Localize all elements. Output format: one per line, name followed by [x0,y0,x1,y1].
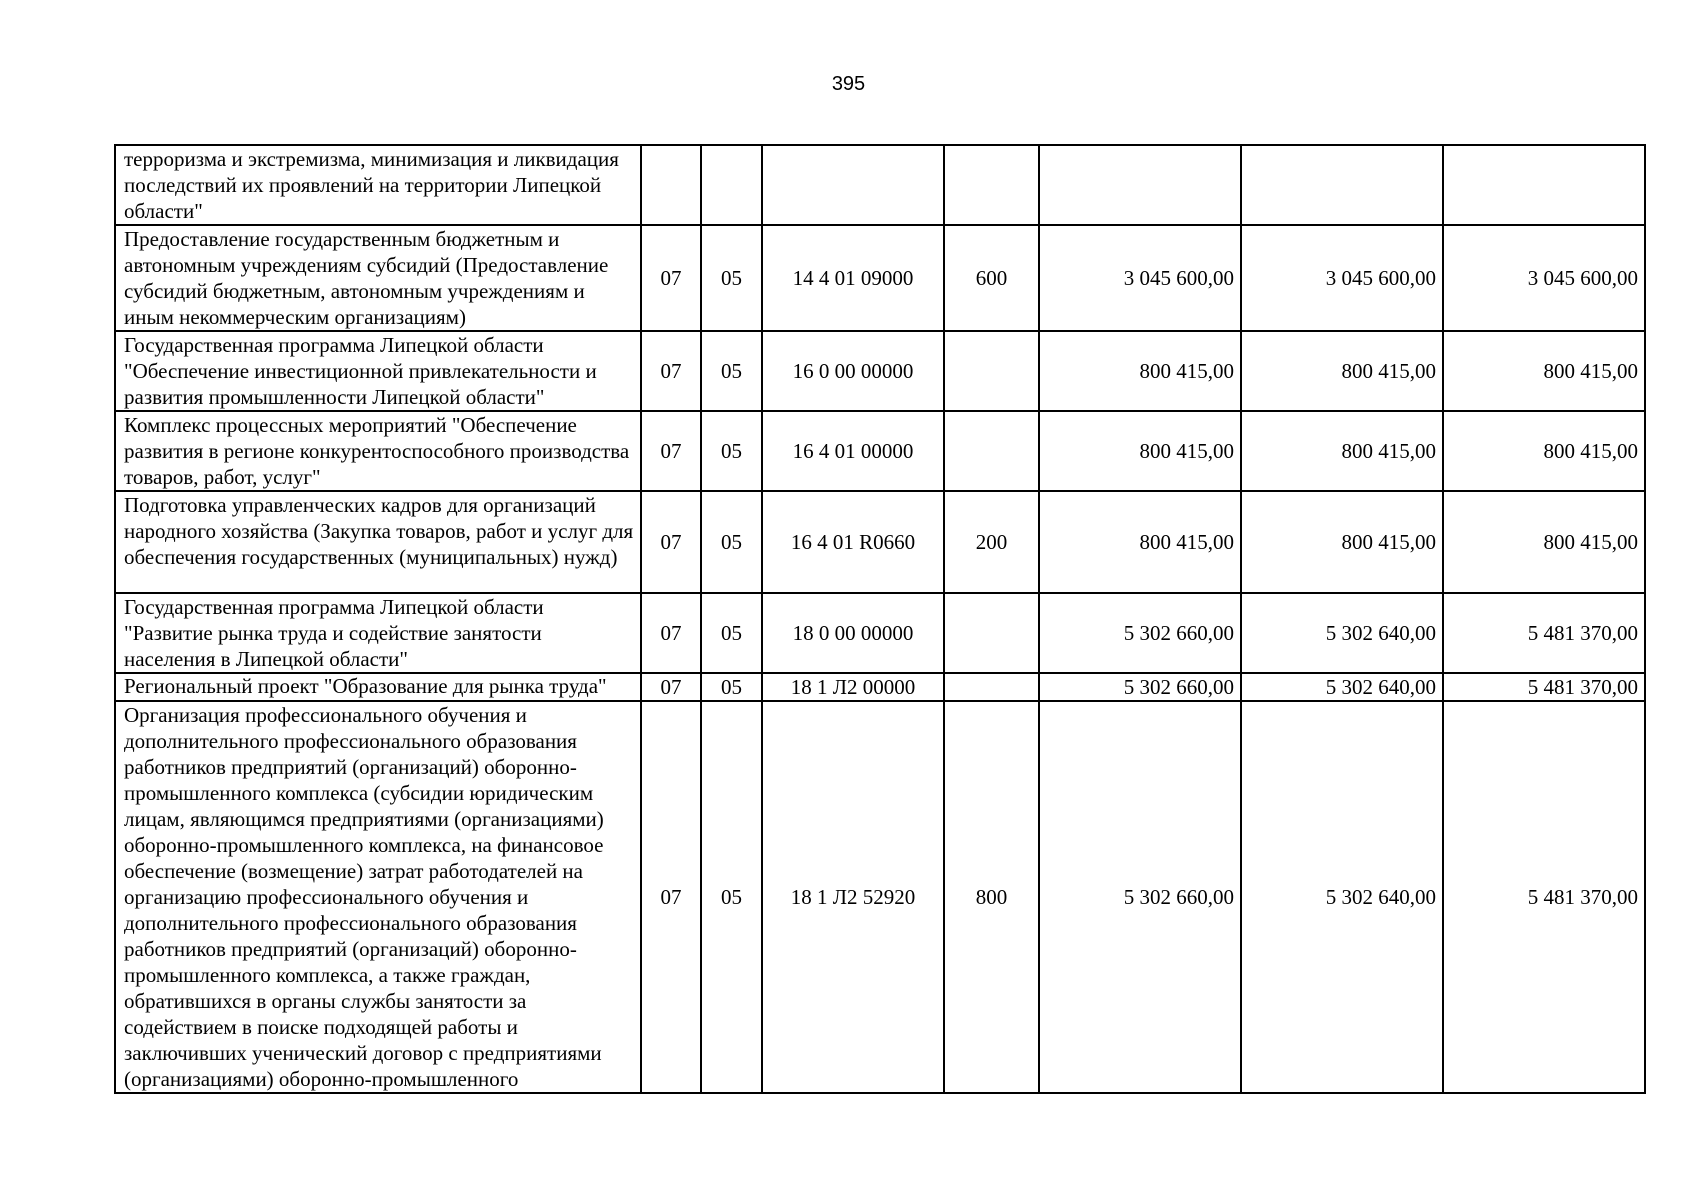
expense-type-cell [944,331,1039,411]
table-row [115,145,1645,225]
amount-year-1-cell [1039,145,1241,225]
section-cell: 07 [641,411,701,491]
target-article-cell: 16 4 01 R0660 [762,491,944,593]
section-cell [641,145,701,225]
row-name-cell: Организация профессионального обучения и дополнительного профессионального образования работников предприятий (организаций) оборонно-промышленного комплекса (субсидии юридическим лицам, являющимся предприятиями (организациями) оборонно-промышленного комплекса, на финансовое обеспечение (возмещение) затрат работодателей на организацию профессионального обучения и дополнительного профессионального образования работников предприятий (организаций) оборонно-промышленного комплекса, а также граждан, обратившихся в органы службы занятости за содействием в поиске подходящей работы и заключивших ученический договор с предприятиями (организациями) оборонно-промышленного [115,701,641,1093]
amount-year-1-cell: 5 302 660,00 [1039,701,1241,1093]
subsection-cell: 05 [701,593,762,673]
table-row [115,225,1645,331]
amount-year-1-cell: 800 415,00 [1039,331,1241,411]
target-article-cell: 18 1 Л2 52920 [762,701,944,1093]
section-cell: 07 [641,673,701,701]
subsection-cell: 05 [701,331,762,411]
amount-year-3-cell: 800 415,00 [1443,491,1645,593]
amount-year-2-cell: 5 302 640,00 [1241,673,1443,701]
row-name-cell: Подготовка управленческих кадров для организаций народного хозяйства (Закупка товаров, работ и услуг для обеспечения государственных (муниципальных) нужд) [115,491,641,593]
table-row [115,411,1645,491]
row-name-cell: Региональный проект "Образование для рынка труда" [115,673,641,701]
amount-year-2-cell: 5 302 640,00 [1241,701,1443,1093]
amount-year-2-cell: 800 415,00 [1241,411,1443,491]
table-row [115,701,1645,1093]
table-row [115,331,1645,411]
section-cell: 07 [641,701,701,1093]
target-article-cell: 14 4 01 09000 [762,225,944,331]
amount-year-1-cell: 3 045 600,00 [1039,225,1241,331]
budget-table [114,144,1646,1094]
table-row [115,491,1645,593]
amount-year-2-cell: 5 302 640,00 [1241,593,1443,673]
section-cell: 07 [641,331,701,411]
amount-year-3-cell: 5 481 370,00 [1443,701,1645,1093]
subsection-cell [701,145,762,225]
target-article-cell: 16 0 00 00000 [762,331,944,411]
row-name-cell: Государственная программа Липецкой области "Обеспечение инвестиционной привлекательности и развития промышленности Липецкой области" [115,331,641,411]
amount-year-2-cell: 800 415,00 [1241,331,1443,411]
expense-type-cell: 800 [944,701,1039,1093]
amount-year-1-cell: 800 415,00 [1039,411,1241,491]
amount-year-3-cell: 800 415,00 [1443,411,1645,491]
subsection-cell: 05 [701,673,762,701]
amount-year-3-cell: 3 045 600,00 [1443,225,1645,331]
subsection-cell: 05 [701,411,762,491]
amount-year-1-cell: 5 302 660,00 [1039,673,1241,701]
subsection-cell: 05 [701,491,762,593]
amount-year-1-cell: 5 302 660,00 [1039,593,1241,673]
amount-year-1-cell: 800 415,00 [1039,491,1241,593]
expense-type-cell [944,411,1039,491]
amount-year-3-cell: 5 481 370,00 [1443,593,1645,673]
page-number: 395 [831,73,866,95]
row-name-cell: терроризма и экстремизма, минимизация и ликвидация последствий их проявлений на территории Липецкой области" [115,145,641,225]
row-name-cell: Государственная программа Липецкой области "Развитие рынка труда и содействие занятости населения в Липецкой области" [115,593,641,673]
amount-year-3-cell: 800 415,00 [1443,331,1645,411]
expense-type-cell: 200 [944,491,1039,593]
target-article-cell [762,145,944,225]
section-cell: 07 [641,225,701,331]
expense-type-cell: 600 [944,225,1039,331]
subsection-cell: 05 [701,701,762,1093]
target-article-cell: 16 4 01 00000 [762,411,944,491]
amount-year-2-cell [1241,145,1443,225]
expense-type-cell [944,145,1039,225]
amount-year-2-cell: 3 045 600,00 [1241,225,1443,331]
table-row [115,673,1645,701]
target-article-cell: 18 1 Л2 00000 [762,673,944,701]
amount-year-3-cell: 5 481 370,00 [1443,673,1645,701]
amount-year-3-cell [1443,145,1645,225]
target-article-cell: 18 0 00 00000 [762,593,944,673]
section-cell: 07 [641,491,701,593]
section-cell: 07 [641,593,701,673]
table-row [115,593,1645,673]
expense-type-cell [944,673,1039,701]
amount-year-2-cell: 800 415,00 [1241,491,1443,593]
row-name-cell: Комплекс процессных мероприятий "Обеспечение развития в регионе конкурентоспособного производства товаров, работ, услуг" [115,411,641,491]
row-name-cell: Предоставление государственным бюджетным и автономным учреждениям субсидий (Предоставление субсидий бюджетным, автономным учреждениям и иным некоммерческим организациям) [115,225,641,331]
subsection-cell: 05 [701,225,762,331]
expense-type-cell [944,593,1039,673]
